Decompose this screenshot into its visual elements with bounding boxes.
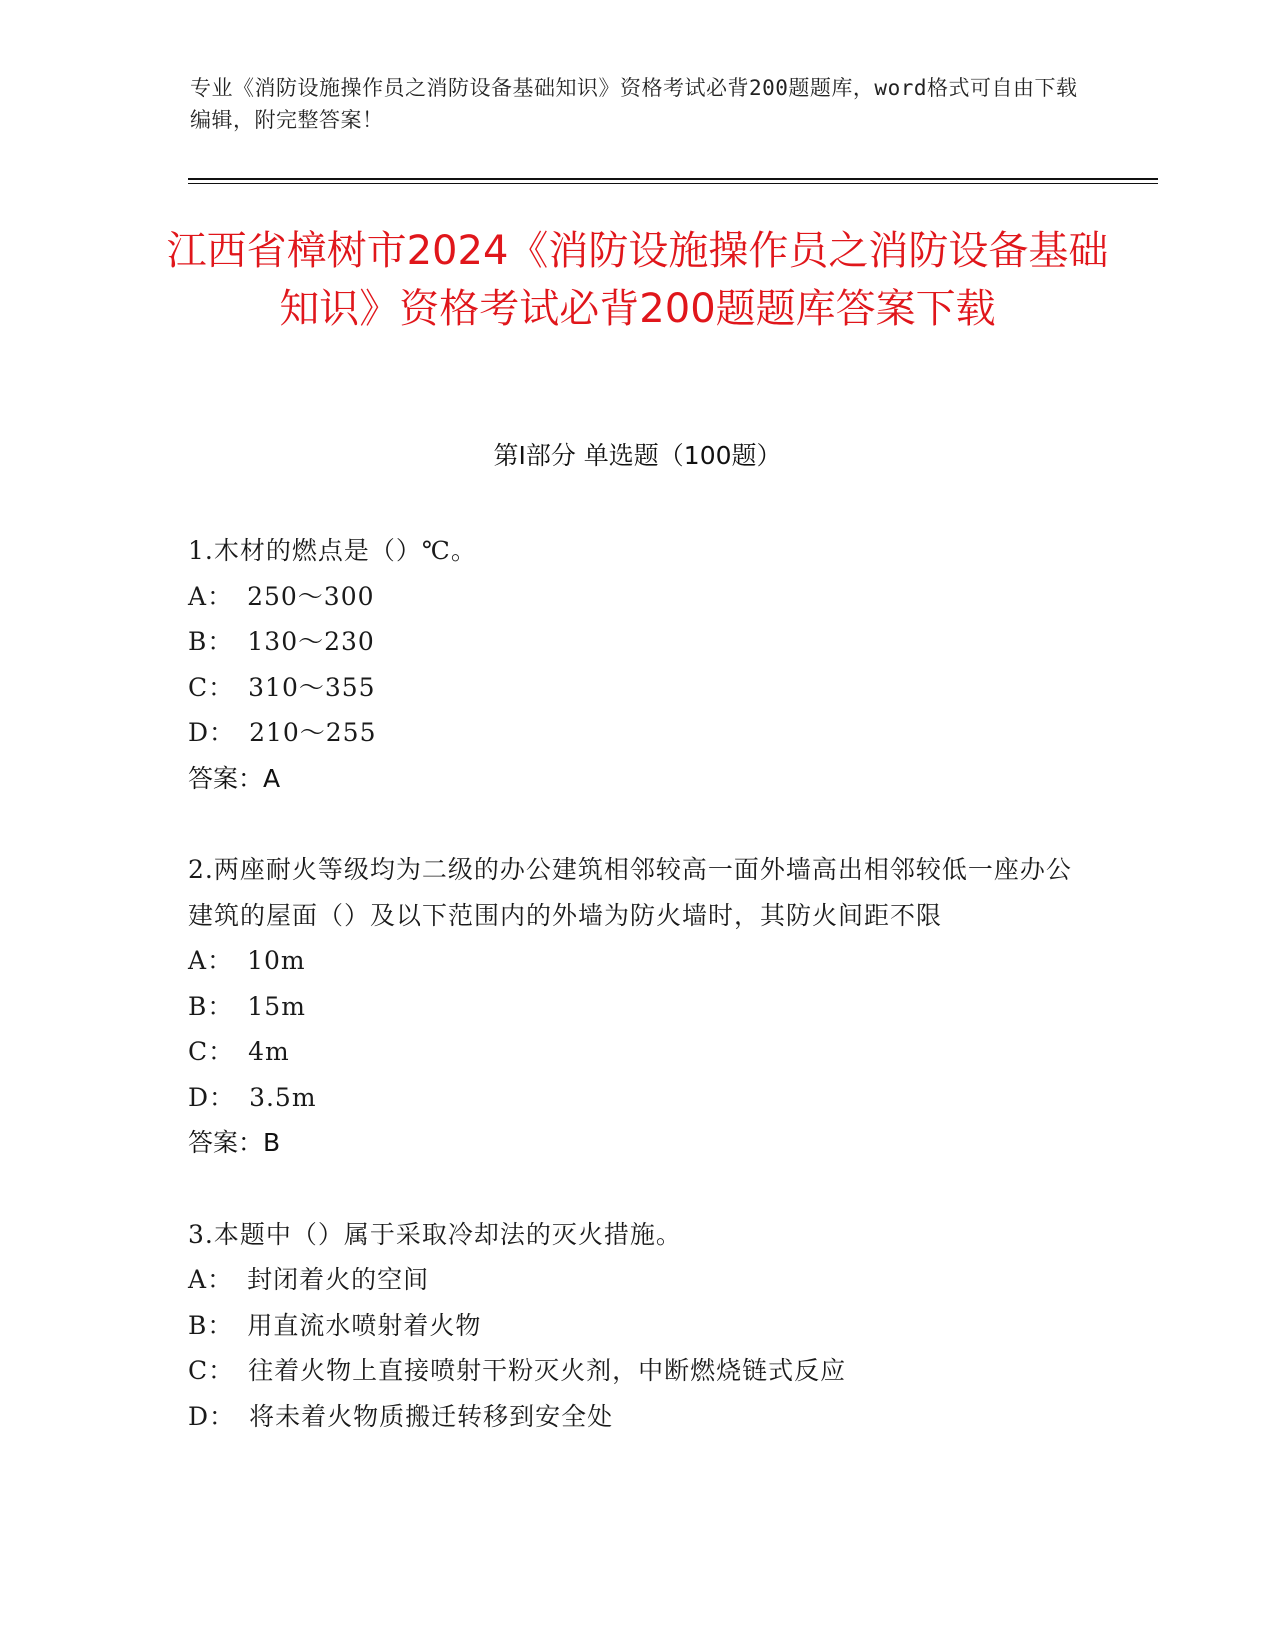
option-text: 将未着火物质搬迁转移到安全处 xyxy=(249,1401,614,1431)
option-letter: B xyxy=(188,991,208,1021)
question-2 xyxy=(188,847,1088,1166)
option-letter: D xyxy=(188,1082,210,1112)
option-a: A： 10m xyxy=(188,946,306,975)
option-letter: C xyxy=(188,1037,209,1066)
question-list xyxy=(188,528,1088,1485)
option-text: 用直流水喷射着火物 xyxy=(247,1310,482,1340)
header-divider-thin xyxy=(188,183,1158,184)
question-stem: 2.两座耐火等级均为二级的办公建筑相邻较高一面外墙高出相邻较低一座办公建筑的屋面（）及以下范围内的外墙为防火墙时，其防火间距不限 xyxy=(188,855,1072,930)
option-letter: D xyxy=(188,1401,210,1431)
option-c: C： 310～355 xyxy=(188,672,376,702)
option-text: 3.5m xyxy=(249,1082,317,1112)
option-text: 210～255 xyxy=(249,718,377,747)
answer-line: 答案：B xyxy=(188,1128,281,1157)
question-stem: 3.本题中（）属于采取冷却法的灭火措施。 xyxy=(188,1219,682,1249)
answer-line: 答案：A xyxy=(188,763,281,793)
header-note: 专业《消防设施操作员之消防设备基础知识》资格考试必背200题题库，word格式可自由下载编辑，附完整答案！ xyxy=(190,76,1078,132)
option-letter: B xyxy=(188,627,208,656)
option-text: 10m xyxy=(247,946,306,975)
option-c: C： 4m xyxy=(188,1037,290,1066)
option-letter: B xyxy=(188,1310,208,1340)
option-letter: C xyxy=(188,1356,209,1385)
option-text: 15m xyxy=(247,991,306,1021)
option-text: 250～300 xyxy=(247,581,375,611)
option-letter: D xyxy=(188,718,210,747)
option-b: B： 130～230 xyxy=(188,627,375,656)
option-letter: A xyxy=(188,1265,208,1294)
option-text: 310～355 xyxy=(248,672,376,702)
option-d: D： 210～255 xyxy=(188,718,377,747)
header-divider xyxy=(188,178,1158,180)
option-text: 往着火物上直接喷射干粉灭火剂，中断燃烧链式反应 xyxy=(248,1356,847,1385)
option-text: 130～230 xyxy=(247,627,375,656)
option-d: D： 3.5m xyxy=(188,1082,317,1112)
option-d: D： 将未着火物质搬迁转移到安全处 xyxy=(188,1401,614,1431)
option-text: 封闭着火的空间 xyxy=(247,1265,430,1294)
option-b: B： 用直流水喷射着火物 xyxy=(188,1310,482,1340)
question-stem: 1.木材的燃点是（）℃。 xyxy=(188,536,477,565)
question-3 xyxy=(188,1212,1088,1440)
option-c: C： 往着火物上直接喷射干粉灭火剂，中断燃烧链式反应 xyxy=(188,1356,847,1385)
option-a: A： 250～300 xyxy=(188,581,375,611)
section-title: 第Ⅰ部分 单选题（100题） xyxy=(493,441,782,470)
option-letter: A xyxy=(188,946,208,975)
option-letter: A xyxy=(188,581,208,611)
option-a: A： 封闭着火的空间 xyxy=(188,1265,430,1294)
question-1 xyxy=(188,528,1088,801)
option-letter: C xyxy=(188,672,209,702)
option-b: B： 15m xyxy=(188,991,306,1021)
option-text: 4m xyxy=(248,1037,290,1066)
document-title: 江西省樟树市2024《消防设施操作员之消防设备基础知识》资格考试必背200题题库答案下载 xyxy=(166,228,1109,332)
